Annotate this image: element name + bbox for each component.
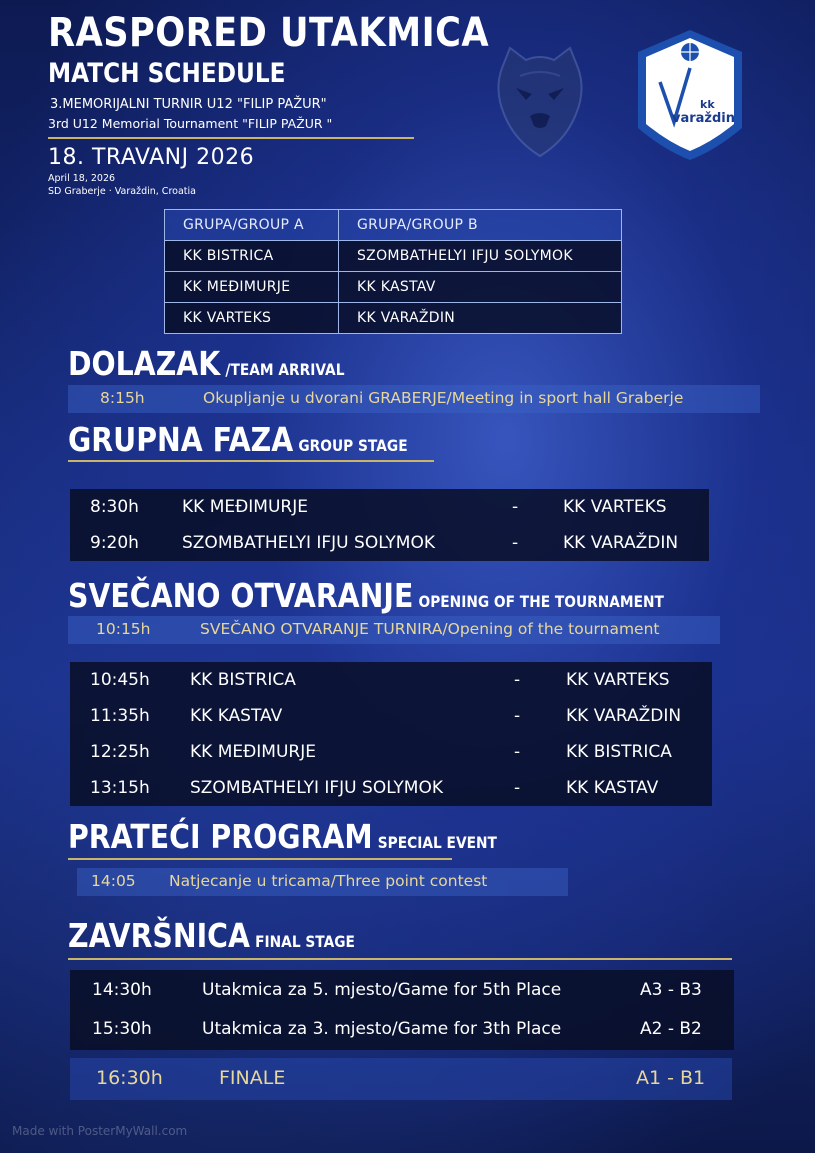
group-b-team: SZOMBATHELYI IFJU SOLYMOK — [339, 241, 622, 272]
game-pairing: A3 - B3 — [640, 980, 702, 1000]
arrival-heading-en: /TEAM ARRIVAL — [225, 360, 345, 379]
final-label: FINALE — [219, 1067, 286, 1089]
group-b-team: KK KASTAV — [339, 272, 622, 303]
final-pairing: A1 - B1 — [636, 1067, 706, 1089]
match-time: 12:25h — [90, 742, 150, 762]
list-item — [70, 980, 734, 1002]
tournament-name-en: 3rd U12 Memorial Tournament "FILIP PAŽUR " — [48, 116, 333, 131]
group-b-header: GRUPA/GROUP B — [339, 210, 622, 241]
match-away: KK VARTEKS — [563, 497, 667, 517]
placement-games — [70, 970, 734, 1050]
group-stage-heading — [68, 420, 408, 459]
opening-heading-hr: SVEČANO OTVARANJE — [68, 576, 414, 615]
final-stage-heading-en: FINAL STAGE — [255, 932, 355, 951]
opening-heading — [68, 576, 664, 615]
list-item — [70, 497, 709, 519]
match-time: 8:30h — [90, 497, 139, 517]
tournament-name-hr: 3.MEMORIJALNI TURNIR U12 "FILIP PAŽUR" — [50, 97, 327, 112]
event-date: 18. TRAVANJ 2026 — [48, 145, 255, 170]
game-time: 14:30h — [92, 980, 152, 1000]
group-a-team: KK VARTEKS — [165, 303, 339, 334]
arrival-strip — [68, 385, 760, 413]
arrival-heading-hr: DOLAZAK — [68, 344, 221, 383]
match-time: 10:45h — [90, 670, 150, 690]
group-a-team: KK BISTRICA — [165, 241, 339, 272]
match-separator: - — [514, 706, 521, 726]
match-time: 9:20h — [90, 533, 139, 553]
group-stage-divider — [68, 460, 434, 462]
final-stage-heading — [68, 916, 355, 955]
group-b-team: KK VARAŽDIN — [339, 303, 622, 334]
list-item — [70, 1019, 734, 1041]
arrival-text: Okupljanje u dvorani GRABERJE/Meeting in sport hall Graberje — [203, 389, 684, 407]
special-heading-en: SPECIAL EVENT — [377, 833, 497, 852]
game-pairing: A2 - B2 — [640, 1019, 702, 1039]
special-text: Natjecanje u tricama/Three point contest — [169, 872, 488, 890]
match-away: KK BISTRICA — [566, 742, 672, 762]
match-home: SZOMBATHELYI IFJU SOLYMOK — [182, 533, 435, 553]
match-away: KK VARTEKS — [566, 670, 670, 690]
list-item — [70, 533, 709, 555]
page-title: RASPORED UTAKMICA — [48, 10, 490, 56]
header-divider — [48, 137, 414, 139]
match-time: 11:35h — [90, 706, 150, 726]
match-separator: - — [514, 670, 521, 690]
opening-strip — [68, 616, 720, 644]
special-strip — [77, 868, 568, 896]
match-home: KK BISTRICA — [190, 670, 296, 690]
game-text: Utakmica za 3. mjesto/Game for 3th Place — [202, 1019, 562, 1039]
match-home: KK MEĐIMURJE — [182, 497, 308, 517]
final-game-row — [70, 1058, 732, 1100]
special-time: 14:05 — [91, 872, 136, 890]
match-away: KK VARAŽDIN — [563, 533, 679, 553]
club-logo-label: kk — [700, 98, 715, 111]
match-home: KK KASTAV — [190, 706, 283, 726]
event-date-en: April 18, 2026 — [48, 173, 116, 184]
special-heading — [68, 817, 497, 856]
table-row — [165, 272, 622, 303]
table-row — [165, 303, 622, 334]
arrival-heading — [68, 344, 344, 383]
group-a-header: GRUPA/GROUP A — [165, 210, 339, 241]
list-item — [70, 778, 712, 800]
opening-matches — [70, 662, 712, 806]
opening-time: 10:15h — [96, 620, 151, 638]
opening-text: SVEČANO OTVARANJE TURNIRA/Opening of the tournament — [200, 620, 660, 638]
special-divider — [68, 858, 452, 860]
match-separator: - — [512, 497, 519, 517]
final-stage-divider — [68, 958, 732, 960]
match-separator: - — [512, 533, 519, 553]
arrival-time: 8:15h — [100, 389, 145, 407]
opening-heading-en: OPENING OF THE TOURNAMENT — [418, 592, 664, 611]
list-item — [70, 742, 712, 764]
match-away: KK VARAŽDIN — [566, 706, 682, 726]
club-logo-icon — [634, 28, 746, 162]
group-stage-heading-en: GROUP STAGE — [298, 436, 408, 455]
final-time: 16:30h — [96, 1067, 163, 1089]
club-logo-name: varaždin — [672, 111, 736, 126]
match-home: KK MEĐIMURJE — [190, 742, 316, 762]
table-row — [165, 241, 622, 272]
game-time: 15:30h — [92, 1019, 152, 1039]
game-text: Utakmica za 5. mjesto/Game for 5th Place — [202, 980, 562, 1000]
match-away: KK KASTAV — [566, 778, 659, 798]
bear-head-icon — [490, 40, 590, 160]
final-stage-heading-hr: ZAVRŠNICA — [68, 916, 250, 955]
group-stage-matches — [70, 489, 709, 561]
groups-table — [164, 209, 622, 334]
group-a-team: KK MEĐIMURJE — [165, 272, 339, 303]
group-stage-heading-hr: GRUPNA FAZA — [68, 420, 294, 459]
match-separator: - — [514, 778, 521, 798]
match-separator: - — [514, 742, 521, 762]
event-venue: SD Graberje · Varaždin, Croatia — [48, 186, 196, 197]
match-time: 13:15h — [90, 778, 150, 798]
page-subtitle: MATCH SCHEDULE — [48, 58, 286, 89]
list-item — [70, 706, 712, 728]
groups-header-row — [165, 210, 622, 241]
match-home: SZOMBATHELYI IFJU SOLYMOK — [190, 778, 443, 798]
list-item — [70, 670, 712, 692]
special-heading-hr: PRATEĆI PROGRAM — [68, 817, 373, 856]
watermark: Made with PosterMyWall.com — [12, 1124, 188, 1138]
